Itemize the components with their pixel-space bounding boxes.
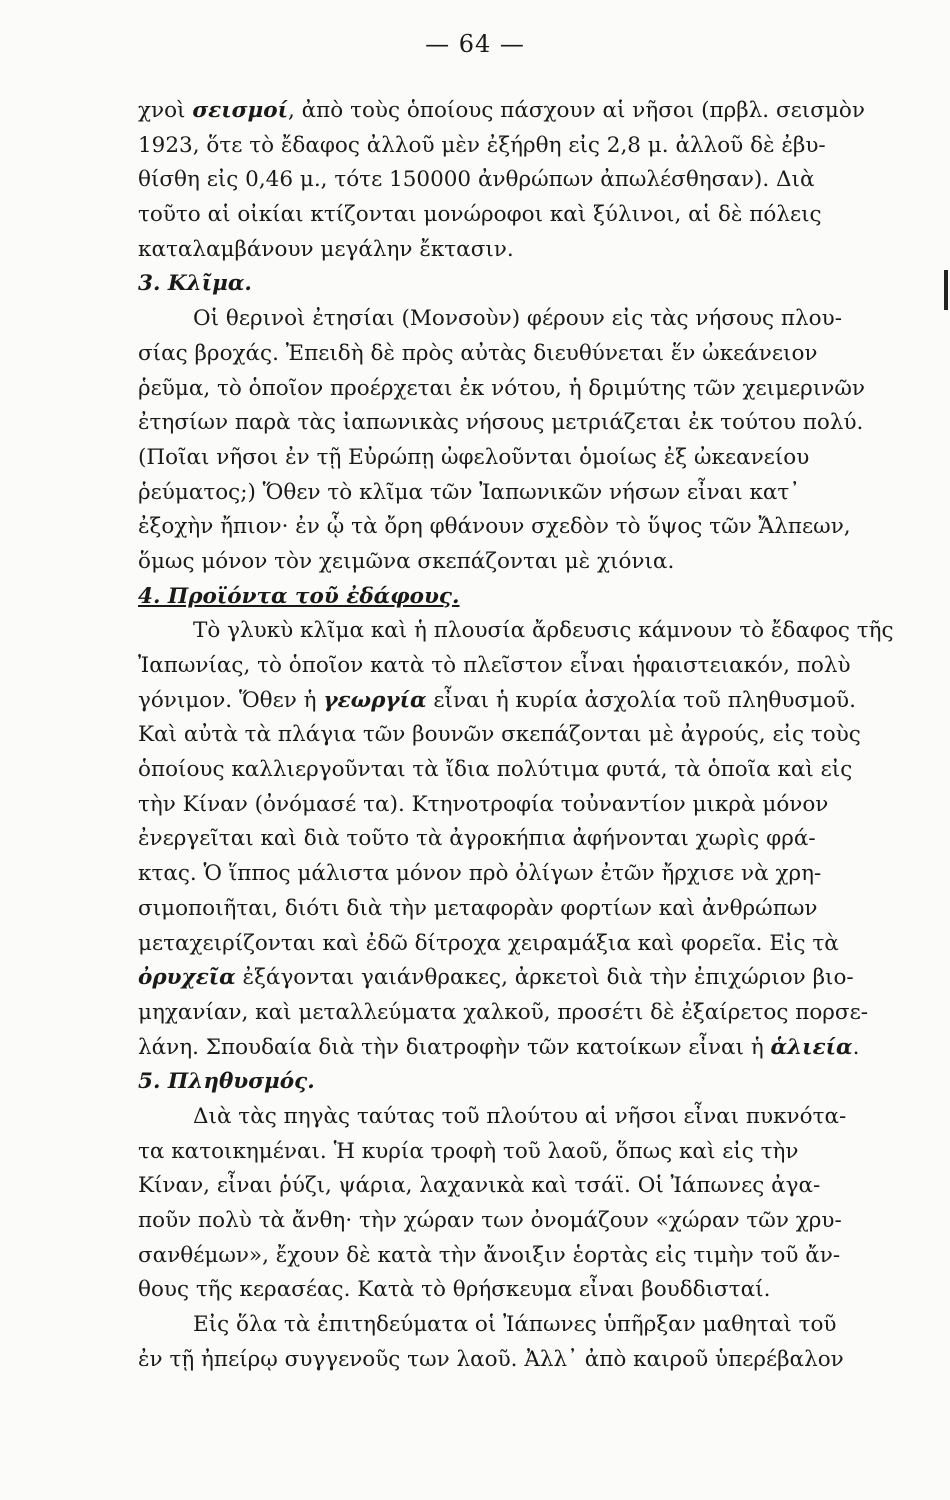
text-line: ῥεύματος;) Ὅθεν τὸ κλῖμα τῶν Ἰαπωνικῶν νήσων εἶναι κατ᾽: [138, 479, 801, 505]
text-line: ῥεῦμα, τὸ ὁποῖον προέρχεται ἐκ νότου, ἡ δριμύτης τῶν χειμερινῶν: [138, 375, 865, 401]
text-line: (Ποῖαι νῆσοι ἐν τῇ Εὐρώπῃ ὠφελοῦνται ὁμοίως ἐξ ὠκεανείου: [138, 444, 810, 470]
text-span: λάνη. Σπουδαία διὰ τὴν διατροφὴν τῶν κατοίκων εἶναι ἡ: [138, 1034, 771, 1060]
text-span: .: [852, 1034, 860, 1060]
text-line: ἐξοχὴν ἤπιον· ἐν ᾧ τὰ ὄρη φθάνουν σχεδὸν τὸ ὕψος τῶν Ἄλπεων,: [138, 514, 851, 540]
text-line: 1923, ὅτε τὸ ἔδαφος ἀλλοῦ μὲν ἐξήρθη εἰς 2,8 μ. ἀλλοῦ δὲ ἐβυ-: [138, 132, 826, 158]
text-span: γόνιμον. Ὅθεν ἡ: [138, 687, 324, 713]
text-line: ποῦν πολὺ τὰ ἄνθη· τὴν χώραν των ὀνομάζουν «χώραν τῶν χρυ-: [138, 1208, 842, 1233]
text-line: σίας βροχάς. Ἐπειδὴ δὲ πρὸς αὐτὰς διευθύνεται ἕν ὠκεάνειον: [138, 340, 818, 366]
text-span: εἶναι ἡ κυρία ἀσχολία τοῦ πληθυσμοῦ.: [426, 687, 856, 713]
text-line: μηχανίαν, καὶ μεταλλεύματα χαλκοῦ, προσέτι δὲ ἐξαίρετος πορσε-: [138, 999, 869, 1025]
text-line: ὁποίους καλλιεργοῦνται τὰ ἴδια πολύτιμα φυτά, τὰ ὁποῖα καὶ εἰς: [138, 757, 853, 783]
text-line: Διὰ τὰς πηγὰς ταύτας τοῦ πλούτου αἱ νῆσοι εἶναι πυκνότα-: [193, 1103, 847, 1129]
text-line: θίσθη εἰς 0,46 μ., τότε 150000 ἀνθρώπων ἀπωλέσθησαν). Διὰ: [138, 167, 815, 193]
emphasis-term: ἁλιεία: [770, 1034, 853, 1060]
text-line: Οἱ θερινοὶ ἐτησίαι (Μονσοὺν) φέρουν εἰς τὰς νήσους πλου-: [193, 306, 842, 332]
text-line: κτας. Ὁ ἵππος μάλιστα μόνον πρὸ ὀλίγων ἐτῶν ἤρχισε νὰ χρη-: [138, 861, 822, 887]
text-line: Εἰς ὅλα τὰ ἐπιτηδεύματα οἱ Ἰάπωνες ὑπῆρξαν μαθηταὶ τοῦ: [193, 1312, 837, 1338]
text-line: τὴν Κίναν (ὀνόμασέ τα). Κτηνοτροφία τοὐναντίον μικρὰ μόνον: [138, 791, 829, 817]
page-number: — 64 —: [425, 30, 525, 58]
section-heading: 4. Προϊόντα τοῦ ἐδάφους.: [138, 583, 460, 609]
text-line: ἐτησίων παρὰ τὰς ἰαπωνικὰς νήσους μετριάζεται ἐκ τούτου πολύ.: [138, 410, 864, 436]
text-line: Τὸ γλυκὺ κλῖμα καὶ ἡ πλουσία ἄρδευσις κάμνουν τὸ ἔδαφος τῆς: [193, 618, 894, 644]
text-line: τοῦτο αἱ οἰκίαι κτίζονται μονώροφοι καὶ ξύλινοι, αἱ δὲ πόλεις: [138, 202, 822, 228]
text-line: ὅμως μόνον τὸν χειμῶνα σκεπάζονται μὲ χιόνια.: [138, 548, 675, 574]
text-line: μεταχειρίζονται καὶ ἐδῶ δίτροχα χειραμάξια καὶ φορεῖα. Εἰς τὰ: [138, 930, 839, 956]
scan-edge-mark: [944, 270, 948, 310]
body-text: [138, 94, 904, 1377]
section-heading: 3. Κλῖμα.: [138, 271, 252, 297]
text-span: χνοὶ: [138, 98, 193, 123]
text-line: [138, 961, 904, 996]
text-line: Καὶ αὐτὰ τὰ πλάγια τῶν βουνῶν σκεπάζονται μὲ ἀγρούς, εἰς τοὺς: [138, 722, 861, 748]
text-line: σανθέμων», ἔχουν δὲ κατὰ τὴν ἄνοιξιν ἑορτὰς εἰς τιμὴν τοῦ ἄν-: [138, 1242, 841, 1268]
emphasis-term: σεισμοί: [192, 98, 288, 123]
emphasis-term: ὀρυχεῖα: [138, 965, 236, 991]
text-line: τα κατοικημέναι. Ἡ κυρία τροφὴ τοῦ λαοῦ, ὅπως καὶ εἰς τὴν: [138, 1138, 799, 1164]
text-line: [138, 1031, 904, 1066]
text-line: Κίναν, εἶναι ῥύζι, ψάρια, λαχανικὰ καὶ τσάϊ. Οἱ Ἰάπωνες ἀγα-: [138, 1173, 821, 1199]
text-span: ἐξάγονται γαιάνθρακες, ἀρκετοὶ διὰ τὴν ἐπιχώριον βιο-: [235, 965, 854, 991]
text-line: [138, 94, 904, 129]
text-line: θους τῆς κερασέας. Κατὰ τὸ θρήσκευμα εἶναι βουδδισταί.: [138, 1277, 771, 1303]
text-line: σιμοποιῆται, διότι διὰ τὴν μεταφορὰν φορτίων καὶ ἀνθρώπων: [138, 895, 818, 921]
text-span: , ἀπὸ τοὺς ὁποίους πάσχουν αἱ νῆσοι (πρβλ. σεισμὸν: [287, 98, 865, 123]
text-line: [138, 684, 904, 719]
section-heading: 5. Πληθυσμός.: [138, 1069, 315, 1095]
text-line: ἐν τῇ ἠπείρῳ συγγενοῦς των λαοῦ. Ἀλλ᾽ ἀπὸ καιροῦ ὑπερέβαλον: [138, 1346, 844, 1372]
text-line: ἐνεργεῖται καὶ διὰ τοῦτο τὰ ἀγροκήπια ἀφήνονται χωρὶς φρά-: [138, 826, 816, 852]
emphasis-term: γεωργία: [323, 687, 427, 713]
text-line: καταλαμβάνουν μεγάλην ἔκτασιν.: [138, 236, 514, 262]
text-line: Ἰαπωνίας, τὸ ὁποῖον κατὰ τὸ πλεῖστον εἶναι ἡφαιστειακόν, πολὺ: [138, 653, 851, 678]
